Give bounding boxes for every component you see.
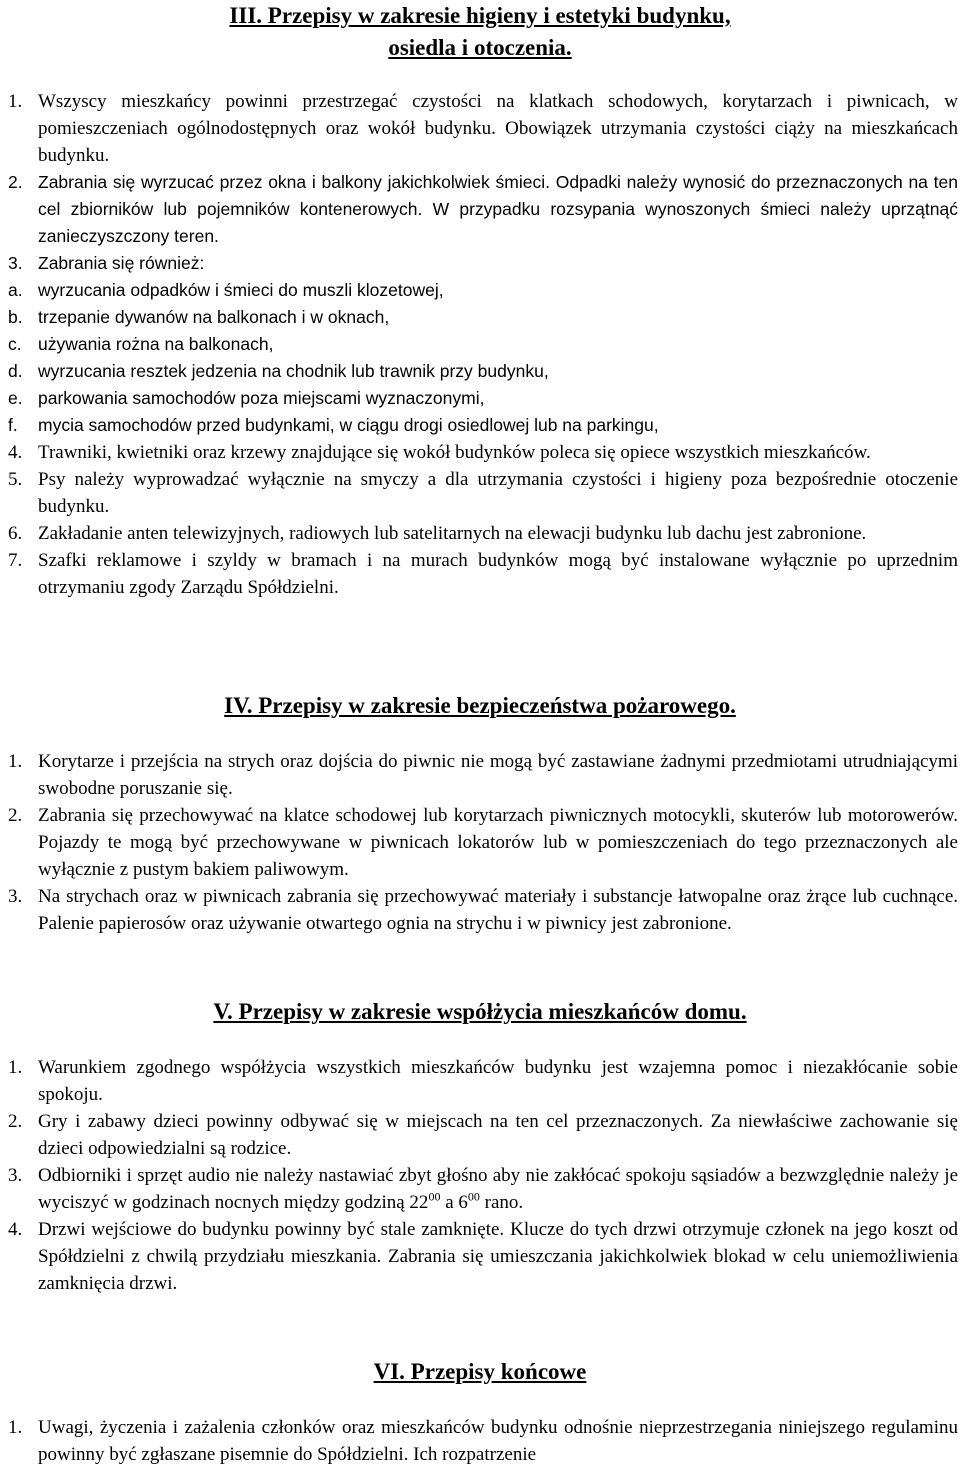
list-item [8, 1216, 958, 1297]
item-text: Gry i zabawy dzieci powinny odbywać się w miejscach na ten cel przeznaczonych. Za niewłaściwe zachowanie się dzieci odpowiedzialni są rodzice. [38, 1111, 958, 1159]
item-text: Zabrania się wyrzucać przez okna i balkony jakichkolwiek śmieci. Odpadki należy wynosić do przeznaczonych na ten cel zbiorników lub pojemników kontenerowych. W przypadku rozsypania wynoszonych śmieci należy uprzątnąć zanieczyszczony teren. [38, 172, 958, 246]
sub-list-item [8, 277, 958, 304]
item-text: Zabrania się przechowywać na klatce schodowej lub korytarzach piwnicznych motocykli, skuterów lub motorowerów. Pojazdy te mogą być przechowywane w piwnicach lokatorów lub w pomieszczeniach do tego przeznaczonych ale wyłącznie z pustym bakiem paliwowym. [38, 805, 958, 880]
item-number: 3. [8, 886, 23, 907]
sub-item-text: używania rożna na balkonach, [38, 334, 274, 354]
item-text: Psy należy wyprowadzać wyłącznie na smyczy a dla utrzymania czystości i higieny poza bezpośrednie otoczenie budynku. [38, 469, 958, 517]
section-4-body [8, 748, 958, 937]
section-3-body [8, 88, 958, 601]
sub-list-item [8, 304, 958, 331]
item-number: 5. [8, 469, 23, 490]
list-item [8, 439, 958, 466]
section-4-title: IV. Przepisy w zakresie bezpieczeństwa pożarowego. [224, 693, 736, 718]
item-text: Warunkiem zgodnego współżycia wszystkich mieszkańców budynku jest wzajemna pomoc i niezakłócanie sobie spokoju. [38, 1057, 958, 1105]
item-text-part: Odbiorniki i sprzęt audio nie należy nastawiać zbyt głośno aby nie zakłócać spokoju sąsiadów a bezwzględnie należy je wyciszyć w godzinach nocnych między godziną 22 [38, 1165, 958, 1213]
list-item [8, 466, 958, 520]
list-item [8, 1162, 958, 1216]
sub-item-letter: f. [8, 415, 18, 435]
list-item [8, 88, 958, 169]
list-item [8, 883, 958, 937]
list-item [8, 1108, 958, 1162]
section-3-title-line2: osiedla i otoczenia. [388, 35, 572, 60]
item-text: Drzwi wejściowe do budynku powinny być stale zamknięte. Klucze do tych drzwi otrzymuje członek na jego koszt od Spółdzielni z chwilą przydziału mieszkania. Zabrania się umieszczania jakichkolwiek blokad w celu uniemożliwienia zamknięcia drzwi. [38, 1219, 958, 1294]
item-text: Na strychach oraz w piwnicach zabrania się przechowywać materiały i substancje łatwopalne oraz żrące lub cuchnące. Palenie papierosów oraz używanie otwartego ognia na strychu i w piwnicy jest zabronione. [38, 886, 958, 934]
item-text: Korytarze i przejścia na strych oraz dojścia do piwnic nie mogą być zastawiane żadnymi przedmiotami utrudniającymi swobodne poruszanie się. [38, 751, 958, 799]
item-number: 6. [8, 523, 23, 544]
item-text-part: rano. [479, 1192, 524, 1213]
item-text: Zabrania się również: [38, 253, 205, 273]
item-number: 1. [8, 751, 23, 772]
item-text: Wszyscy mieszkańcy powinni przestrzegać czystości na klatkach schodowych, korytarzach i piwnicach, w pomieszczeniach ogólnodostępnych oraz wokół budynku. Obowiązek utrzymania czystości ciąży na mieszkańcach budynku. [38, 91, 958, 166]
list-item [8, 547, 958, 601]
sub-item-letter: e. [8, 388, 23, 408]
item-number: 2. [8, 805, 23, 826]
item-number: 2. [8, 172, 23, 192]
item-text: Trawniki, kwietniki oraz krzewy znajdujące się wokół budynków poleca się opiece wszystkich mieszkańców. [38, 442, 871, 463]
list-item [8, 748, 958, 802]
item-text: Uwagi, życzenia i zażalenia członków oraz mieszkańców budynku odnośnie nieprzestrzegania niniejszego regulaminu powinny być zgłaszane pisemnie do Spółdzielni. Ich rozpatrzenie [38, 1417, 958, 1465]
item-number: 1. [8, 1417, 23, 1438]
sub-list-item [8, 412, 958, 439]
item-number: 1. [8, 91, 23, 112]
time-superscript: 00 [428, 1189, 441, 1204]
sub-item-text: wyrzucania odpadków i śmieci do muszli klozetowej, [38, 280, 444, 300]
section-6-title: VI. Przepisy końcowe [373, 1359, 587, 1384]
item-number: 2. [8, 1111, 23, 1132]
sub-item-text: parkowania samochodów poza miejscami wyznaczonymi, [38, 388, 485, 408]
item-number: 3. [8, 1165, 23, 1186]
sub-item-letter: d. [8, 361, 23, 381]
list-item [8, 169, 958, 250]
sub-item-text: wyrzucania resztek jedzenia na chodnik lub trawnik przy budynku, [38, 361, 549, 381]
sub-list-item [8, 358, 958, 385]
item-text: Zakładanie anten telewizyjnych, radiowych lub satelitarnych na elewacji budynku lub dachu jest zabronione. [38, 523, 867, 544]
item-number: 7. [8, 550, 23, 571]
time-superscript: 00 [467, 1189, 480, 1204]
item-text: Szafki reklamowe i szyldy w bramach i na murach budynków mogą być instalowane wyłącznie po uprzednim otrzymaniu zgody Zarządu Spółdzielni. [38, 550, 958, 598]
list-item [8, 802, 958, 883]
sub-list-item [8, 331, 958, 358]
list-item [8, 1054, 958, 1108]
item-text-part: a 6 [440, 1192, 468, 1213]
sub-list-item [8, 385, 958, 412]
item-number: 3. [8, 253, 23, 273]
item-number: 4. [8, 1219, 23, 1240]
sub-item-text: mycia samochodów przed budynkami, w ciągu drogi osiedlowej lub na parkingu, [38, 415, 659, 435]
sub-item-letter: c. [8, 334, 22, 354]
item-number: 4. [8, 442, 23, 463]
section-3-title [0, 0, 960, 64]
item-number: 1. [8, 1057, 23, 1078]
list-item [8, 250, 958, 277]
section-3-title-line1: III. Przepisy w zakresie higieny i estetyki budynku, [229, 3, 731, 28]
list-item [8, 520, 958, 547]
item-text [38, 1165, 958, 1213]
section-5-body [8, 1054, 958, 1297]
sub-item-letter: b. [8, 307, 23, 327]
list-item [8, 1414, 958, 1468]
sub-item-text: trzepanie dywanów na balkonach i w oknach, [38, 307, 390, 327]
sub-item-letter: a. [8, 280, 23, 300]
section-6-body [8, 1414, 958, 1468]
section-5-title: V. Przepisy w zakresie współżycia mieszkańców domu. [213, 999, 747, 1024]
